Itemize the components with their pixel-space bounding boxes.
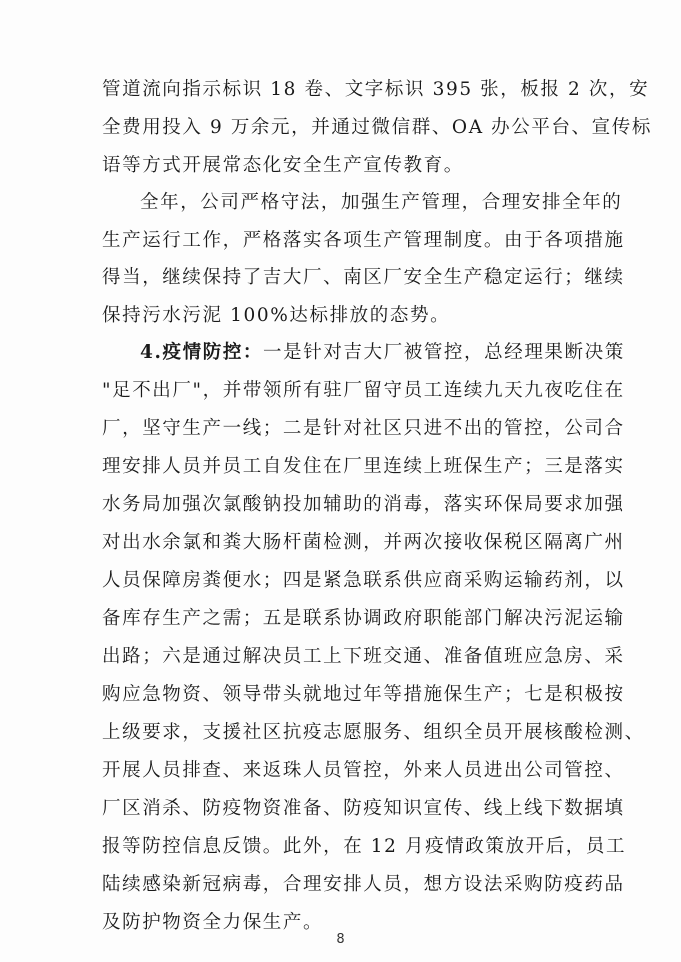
text-line: 一是针对吉大厂被管控，总经理果断决策	[263, 342, 625, 363]
text-line: 人员保障房粪便水；四是紧急联系供应商采购运输药剂，以	[102, 570, 625, 591]
section-4-first-line	[140, 340, 625, 366]
text-line: 购应急物资、领导带头就地过年等措施保生产；七是积极按	[102, 684, 625, 705]
text-line: 全年，公司严格守法，加强生产管理，合理安排全年的	[140, 192, 623, 213]
text-line: 备库存生产之需；五是联系协调政府职能部门解决污泥运输	[102, 608, 625, 629]
text-line: 厂区消杀、防疫物资准备、防疫知识宣传、线上线下数据填	[102, 798, 625, 819]
text-line: 生产运行工作，严格落实各项生产管理制度。由于各项措施	[102, 230, 625, 251]
text-line: 出路；六是通过解决员工上下班交通、准备值班应急房、采	[102, 646, 625, 667]
section-4-heading: 4.疫情防控：	[140, 342, 264, 363]
text-line: 水务局加强次氯酸钠投加辅助的消毒，落实环保局要求加强	[102, 494, 625, 515]
text-line: "足不出厂"，并带领所有驻厂留守员工连续九天九夜吃住在	[102, 380, 625, 401]
text-line: 理安排人员并员工自发住在厂里连续上班保生产；三是落实	[102, 456, 625, 477]
text-line: 开展人员排查、来返珠人员管控，外来人员进出公司管控、	[102, 760, 625, 781]
page-number: 8	[336, 932, 345, 947]
text-line: 管道流向指示标识 18 卷、文字标识 395 张，板报 2 次，安	[102, 79, 650, 100]
text-line: 保持污水污泥 100%达标排放的态势。	[102, 305, 451, 326]
text-line: 全费用投入 9 万余元，并通过微信群、OA 办公平台、宣传标	[102, 117, 652, 138]
text-line: 对出水余氯和粪大肠杆菌检测，并两次接收保税区隔离广州	[102, 532, 625, 553]
text-line: 得当，继续保持了吉大厂、南区厂安全生产稳定运行；继续	[102, 267, 625, 288]
text-line: 厂，坚守生产一线；二是针对社区只进不出的管控，公司合	[102, 418, 625, 439]
text-line: 上级要求，支援社区抗疫志愿服务、组织全员开展核酸检测、	[102, 722, 645, 743]
text-line: 及防护物资全力保生产。	[102, 912, 324, 933]
text-line: 语等方式开展常态化安全生产宣传教育。	[102, 155, 464, 176]
text-line: 报等防控信息反馈。此外，在 12 月疫情政策放开后，员工	[102, 836, 627, 857]
text-line: 陆续感染新冠病毒，合理安排人员，想方设法采购防疫药品	[102, 874, 625, 895]
